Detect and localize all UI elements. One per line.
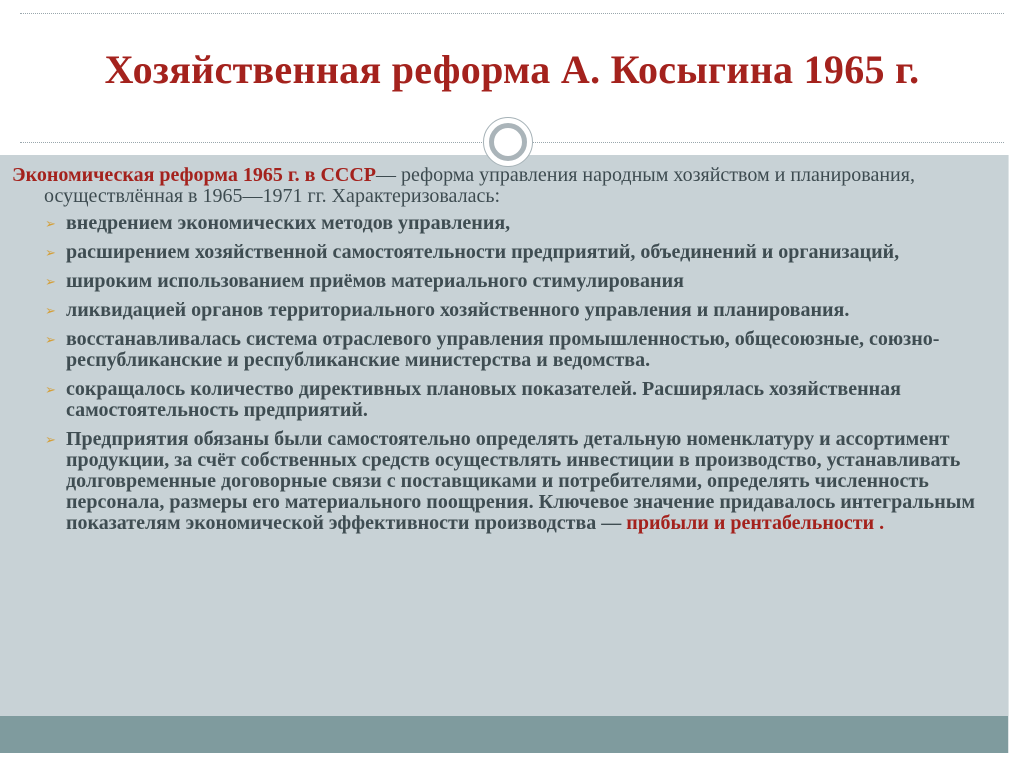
decorative-ring-icon xyxy=(483,117,533,167)
highlight-tail: . xyxy=(874,512,885,534)
arrow-bullet-icon: ➢ xyxy=(45,275,56,290)
list-item xyxy=(12,271,998,292)
arrow-bullet-icon: ➢ xyxy=(45,246,56,261)
bottom-band xyxy=(0,716,1008,753)
list-item-text: сокращалось количество директивных плановых показателей. Расширялась хозяйственная самостоятельность предприятий. xyxy=(66,378,901,421)
list-item-text: Предприятия обязаны были самостоятельно определять детальную номенклатуру и ассортимент продукции, за счёт собственных средств осуществлять инвестиции в производство, устанавливать долговременные договорные связи с поставщиками и потребителями, определять численность персонала, размеры его материального поощрения. Ключевое значение придавалось интегральным показателям экономической эффективности производства — xyxy=(66,428,975,534)
slide-content xyxy=(12,165,998,542)
list-item-text: расширением хозяйственной самостоятельности предприятий, объединений и организаций, xyxy=(66,241,900,263)
intro-lead: Экономическая реформа 1965 г. в СССР xyxy=(12,164,376,186)
list-item-text: внедрением экономических методов управления, xyxy=(66,212,511,234)
intro-paragraph xyxy=(12,165,998,207)
slide-title: Хозяйственная реформа А. Косыгина 1965 г. xyxy=(104,47,920,92)
right-edge-rule xyxy=(1008,155,1009,753)
arrow-bullet-icon: ➢ xyxy=(45,433,56,448)
bullet-list xyxy=(12,213,998,534)
right-margin-strip xyxy=(1008,155,1024,753)
list-item-text: ликвидацией органов территориального хозяйственного управления и планирования. xyxy=(66,299,850,321)
list-item xyxy=(12,213,998,234)
list-item xyxy=(12,300,998,321)
intro-text: — реформа управления народным хозяйством и планирования, осуществлённая в 1965—1971 гг. Характеризовалась: xyxy=(44,164,915,207)
arrow-bullet-icon: ➢ xyxy=(45,304,56,319)
list-item xyxy=(12,242,998,263)
list-item-last xyxy=(12,429,998,534)
list-item xyxy=(12,379,998,421)
list-item-text: широким использованием приёмов материального стимулирования xyxy=(66,270,684,292)
list-item-text: восстанавливалась система отраслевого управления промышленностью, общесоюзные, союзно-республиканские и республиканские министерства и ведомства. xyxy=(66,328,940,371)
arrow-bullet-icon: ➢ xyxy=(45,383,56,398)
arrow-bullet-icon: ➢ xyxy=(45,333,56,348)
arrow-bullet-icon: ➢ xyxy=(45,217,56,232)
list-item xyxy=(12,329,998,371)
top-dotted-divider xyxy=(20,13,1004,14)
highlight-text: прибыли и рентабельности xyxy=(626,512,875,534)
